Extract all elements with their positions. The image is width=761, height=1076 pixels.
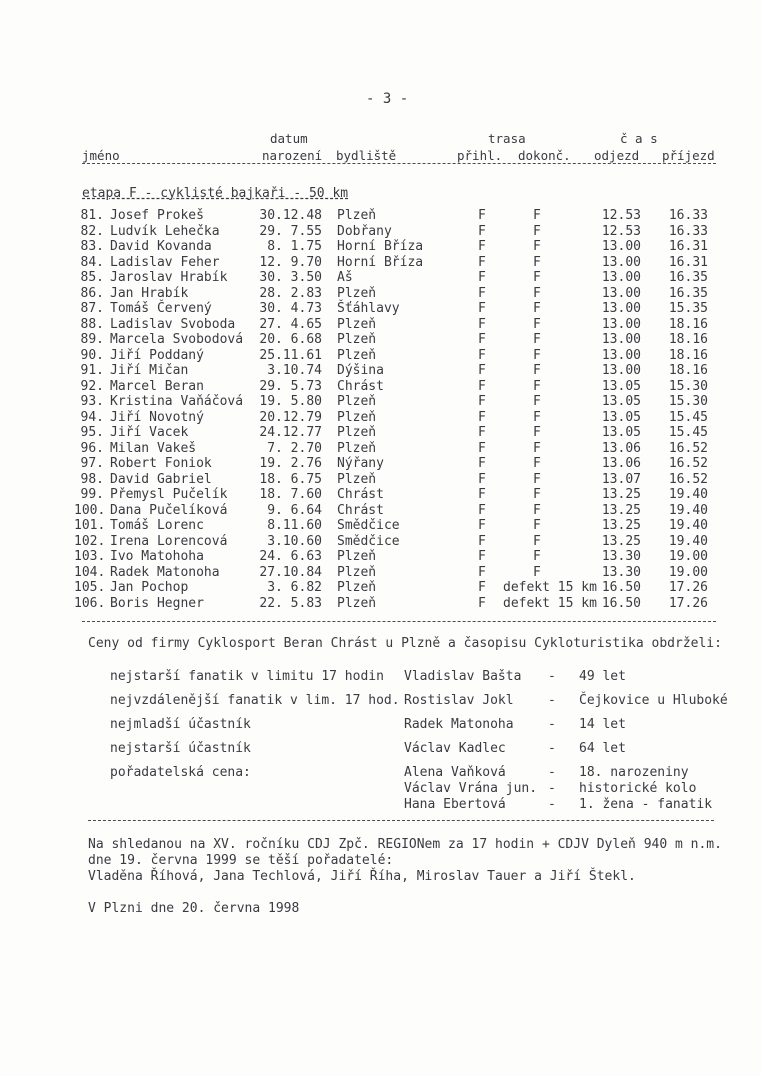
prize-winner: Rostislav Jokl [404,693,514,708]
row-town: Plzeň [337,208,377,223]
row-odjezd: 13.00 [601,332,641,347]
row-dokonc: F [533,533,541,549]
row-dokonc: F [533,332,541,347]
row-born: 8. 1.75 [267,239,322,254]
row-prijezd: 19.40 [668,487,708,502]
row-prihl: F [478,332,486,347]
row-name: Ivo Matohoha [110,549,204,564]
row-born: 29. 5.73 [259,378,322,394]
row-no: 97. [80,456,104,471]
row-town: Dýšina [337,363,384,378]
row-no: 102. [74,533,106,549]
row-name: Jan Hrabík [110,285,189,301]
row-dokonc: F [533,285,541,301]
row-born: 12. 9.70 [259,254,322,270]
row-dokonc: F [533,425,541,440]
row-name: David Gabriel [110,471,212,487]
row-no: 81. [80,208,104,223]
row-odjezd: 16.50 [601,580,641,595]
row-born: 27.10.84 [259,564,322,580]
prize-detail: historické kolo [579,781,697,796]
row-town: Šťáhlavy [337,301,400,316]
row-dokonc: F [533,549,541,564]
header-rule [82,163,716,164]
row-name: Marcel Beran [110,378,204,394]
row-born: 8.11.60 [267,518,322,533]
row-dokonc: F [533,471,541,487]
prize-winner: Alena Vaňková [404,765,506,780]
row-prihl: F [478,440,486,456]
row-prihl: F [478,580,486,595]
row-prijezd: 16.31 [668,254,708,270]
row-name: Jiří Novotný [110,409,204,425]
row-prihl: F [478,564,486,580]
row-dokonc: F [533,208,541,223]
row-no: 92. [80,378,104,394]
row-town: Smědčice [337,518,400,533]
row-odjezd: 13.07 [601,471,641,487]
header-cas: č a s [620,131,658,146]
row-dokonc: F [533,440,541,456]
row-prihl: F [478,316,486,332]
row-no: 90. [80,347,104,363]
row-name: Marcela Svobodová [110,332,244,347]
row-odjezd: 13.06 [601,456,641,471]
row-prijezd: 15.45 [668,409,708,425]
prize-dash: - [548,693,556,708]
row-prijezd: 18.16 [668,332,708,347]
row-town: Chrást [337,378,384,394]
separator-2 [88,820,714,821]
row-prijezd: 19.40 [668,518,708,533]
footer-line-2: dne 19. června 1999 se těší pořadatelé: [88,853,394,868]
prize-winner: Hana Ebertová [404,797,506,812]
prize-dash: - [548,741,556,756]
row-town: Plzeň [337,394,377,409]
prize-category: nejstarší účastník [110,741,251,756]
header-jmeno: jméno [82,148,120,163]
row-born: 25.11.61 [259,347,322,363]
row-name: Dana Pučelíková [110,502,228,518]
row-prihl: F [478,394,486,409]
row-born: 9. 6.64 [267,502,322,518]
row-prihl: F [478,502,486,518]
row-name: Jiří Mičan [110,363,189,378]
row-odjezd: 12.53 [601,208,641,223]
row-town: Plzeň [337,425,377,440]
row-prihl: F [478,549,486,564]
row-no: 88. [80,316,104,332]
row-prihl: F [478,347,486,363]
row-prijezd: 18.16 [668,316,708,332]
row-no: 91. [80,363,104,378]
row-town: Nýřany [337,456,384,471]
row-prihl: F [478,409,486,425]
prize-winner: Václav Kadlec [404,741,506,756]
row-prijezd: 16.33 [668,208,708,223]
row-born: 18. 6.75 [259,471,322,487]
row-born: 3. 6.82 [267,580,322,595]
row-dokonc: F [533,394,541,409]
row-born: 30.12.48 [259,208,322,223]
row-dokonc: F [533,316,541,332]
row-born: 19. 2.76 [259,456,322,471]
row-odjezd: 13.30 [601,549,641,564]
row-no: 83. [80,239,104,254]
row-prijezd: 15.30 [668,378,708,394]
row-town: Plzeň [337,409,377,425]
row-prijezd: 15.30 [668,394,708,409]
row-town: Dobřany [337,223,392,239]
row-prihl: F [478,533,486,549]
row-name: Tomáš Červený [110,301,212,316]
row-born: 18. 7.60 [259,487,322,502]
row-no: 106. [74,595,106,611]
row-prihl: F [478,208,486,223]
header-dokonc: dokonč. [518,148,571,163]
row-dokonc: F [533,270,541,285]
row-prihl: F [478,595,486,611]
row-odjezd: 13.00 [601,285,641,301]
prize-category: nejmladší účastník [110,717,251,732]
row-born: 3.10.60 [267,533,322,549]
prizes-intro: Ceny od firmy Cyklosport Beran Chrást u Plzně a časopisu Cykloturistika obdrželi: [88,636,722,651]
row-name: Jan Pochop [110,580,189,595]
row-name: Tomáš Lorenc [110,518,204,533]
row-born: 28. 2.83 [259,285,322,301]
row-odjezd: 13.30 [601,564,641,580]
prize-category: nejstarší fanatik v limitu 17 hodin [110,669,384,684]
row-prijezd: 16.52 [668,440,708,456]
row-odjezd: 13.00 [601,316,641,332]
row-town: Plzeň [337,580,377,595]
row-born: 24.12.77 [259,425,322,440]
row-dokonc: F [533,347,541,363]
row-prihl: F [478,254,486,270]
row-odjezd: 13.06 [601,440,641,456]
row-prijezd: 16.52 [668,471,708,487]
row-no: 96. [80,440,104,456]
row-name: Přemysl Pučelík [110,487,228,502]
row-prihl: F [478,471,486,487]
row-name: Jiří Vacek [110,425,189,440]
header-odjezd: odjezd [594,148,640,163]
row-dokonc: F [533,518,541,533]
row-no: 89. [80,332,104,347]
row-town: Plzeň [337,285,377,301]
row-town: Plzeň [337,440,377,456]
row-dokonc: F [533,301,541,316]
row-odjezd: 13.00 [601,347,641,363]
row-prijezd: 16.52 [668,456,708,471]
row-born: 27. 4.65 [259,316,322,332]
header-datum: datum [270,131,308,146]
row-odjezd: 13.25 [601,518,641,533]
row-born: 24. 6.63 [259,549,322,564]
row-town: Plzeň [337,549,377,564]
row-name: Irena Lorencová [110,533,228,549]
row-name: Boris Hegner [110,595,204,611]
row-no: 103. [74,549,106,564]
row-name: Ladislav Feher [110,254,220,270]
row-prijezd: 18.16 [668,347,708,363]
row-prihl: F [478,487,486,502]
row-prihl: F [478,456,486,471]
row-dokonc: F [533,223,541,239]
row-no: 84. [80,254,104,270]
row-no: 101. [74,518,106,533]
row-prijezd: 19.40 [668,502,708,518]
row-prijezd: 19.40 [668,533,708,549]
row-odjezd: 13.00 [601,254,641,270]
prize-category: nejvzdálenější fanatik v lim. 17 hod. [110,693,400,708]
row-town: Plzeň [337,564,377,580]
row-odjezd: 13.05 [601,409,641,425]
row-prihl: F [478,425,486,440]
row-born: 22. 5.83 [259,595,322,611]
row-odjezd: 13.05 [601,394,641,409]
row-born: 19. 5.80 [259,394,322,409]
prize-dash: - [548,781,556,796]
row-name: Milan Vakeš [110,440,197,456]
row-name: David Kovanda [110,239,212,254]
row-prijezd: 15.45 [668,425,708,440]
row-prihl: F [478,378,486,394]
row-name: Josef Prokeš [110,208,204,223]
row-born: 30. 3.50 [259,270,322,285]
row-prijezd: 15.35 [668,301,708,316]
row-prijezd: 16.35 [668,270,708,285]
row-odjezd: 13.00 [601,301,641,316]
row-prijezd: 16.33 [668,223,708,239]
row-no: 99. [80,487,104,502]
row-town: Plzeň [337,316,377,332]
row-name: Ludvík Lehečka [110,223,220,239]
row-odjezd: 13.25 [601,502,641,518]
row-no: 82. [80,223,104,239]
row-name: Radek Matonoha [110,564,220,580]
row-town: Plzeň [337,332,377,347]
row-prijezd: 19.00 [668,564,708,580]
header-trasa: trasa [488,131,526,146]
row-born: 30. 4.73 [259,301,322,316]
footer-line-1: Na shledanou na XV. ročníku CDJ Zpč. REGIONem za 17 hodin + CDJV Dyleň 940 m n.m. [88,837,722,852]
row-odjezd: 13.25 [601,533,641,549]
row-name: Ladislav Svoboda [110,316,236,332]
footer-place-date: V Plzni dne 20. června 1998 [88,901,300,916]
prize-detail: 14 let [579,717,626,732]
row-town: Plzeň [337,471,377,487]
prize-winner: Radek Matonoha [404,717,514,732]
row-born: 3.10.74 [267,363,322,378]
row-no: 95. [80,425,104,440]
row-odjezd: 16.50 [601,595,641,611]
row-no: 100. [74,502,106,518]
row-prihl: F [478,270,486,285]
row-born: 20. 6.68 [259,332,322,347]
row-town: Chrást [337,502,384,518]
row-born: 20.12.79 [259,409,322,425]
row-dokonc: F [533,409,541,425]
section-title: etapa F - cyklisté bajkaři - 50 km [82,186,349,201]
header-narozeni: narození [262,148,323,163]
row-prihl: F [478,223,486,239]
row-prijezd: 17.26 [668,580,708,595]
prize-dash: - [548,797,556,812]
row-prihl: F [478,363,486,378]
row-odjezd: 13.00 [601,239,641,254]
row-prijezd: 16.31 [668,239,708,254]
prize-dash: - [548,717,556,732]
row-town: Plzeň [337,347,377,363]
row-no: 94. [80,409,104,425]
row-prijezd: 17.26 [668,595,708,611]
row-town: Horní Bříza [337,239,424,254]
row-dokonc: F [533,456,541,471]
separator-1 [82,621,716,622]
row-no: 105. [74,580,106,595]
header-prijezd: příjezd [662,148,715,163]
row-prijezd: 18.16 [668,363,708,378]
row-town: Smědčice [337,533,400,549]
prize-category: pořadatelská cena: [110,765,251,780]
row-name: Robert Foniok [110,456,212,471]
header-prihl: přihl. [457,148,503,163]
row-odjezd: 13.05 [601,425,641,440]
row-prihl: F [478,301,486,316]
prize-winner: Vladislav Bašta [404,669,522,684]
row-dokonc: F [533,254,541,270]
row-dokonc: F [533,378,541,394]
row-town: Horní Bříza [337,254,424,270]
row-town: Aš [337,270,353,285]
row-name: Kristina Vaňáčová [110,394,244,409]
row-town: Plzeň [337,595,377,611]
row-no: 85. [80,270,104,285]
row-odjezd: 13.00 [601,270,641,285]
row-born: 7. 2.70 [267,440,322,456]
prize-dash: - [548,765,556,780]
row-dokonc: F [533,239,541,254]
row-no: 98. [80,471,104,487]
footer-line-3: Vladěna Říhová, Jana Techlová, Jiří Říha, Miroslav Tauer a Jiří Štekl. [88,869,636,884]
prize-dash: - [548,669,556,684]
row-prijezd: 19.00 [668,549,708,564]
prize-winner: Václav Vrána jun. [404,781,538,796]
row-prihl: F [478,518,486,533]
prize-detail: 1. žena - fanatik [579,797,713,812]
row-name: Jaroslav Hrabík [110,270,228,285]
page-number: - 3 - [366,91,409,107]
row-born: 29. 7.55 [259,223,322,239]
prize-detail: 64 let [579,741,626,756]
row-prijezd: 16.35 [668,285,708,301]
row-no: 86. [80,285,104,301]
header-bydliste: bydliště [336,148,397,163]
row-prihl: F [478,239,486,254]
row-no: 93. [80,394,104,409]
prize-detail: Čejkovice u Hluboké [579,693,728,708]
prize-detail: 49 let [579,669,626,684]
row-odjezd: 13.00 [601,363,641,378]
row-dokonc: F [533,564,541,580]
row-dokonc: defekt 15 km [503,580,597,595]
row-dokonc: F [533,502,541,518]
prize-detail: 18. narozeniny [579,765,689,780]
row-town: Chrást [337,487,384,502]
row-dokonc: F [533,363,541,378]
row-dokonc: F [533,487,541,502]
row-odjezd: 13.05 [601,378,641,394]
row-dokonc: defekt 15 km [503,595,597,611]
row-odjezd: 12.53 [601,223,641,239]
row-odjezd: 13.25 [601,487,641,502]
row-no: 104. [74,564,106,580]
row-no: 87. [80,301,104,316]
row-prihl: F [478,285,486,301]
row-name: Jiří Poddaný [110,347,204,363]
